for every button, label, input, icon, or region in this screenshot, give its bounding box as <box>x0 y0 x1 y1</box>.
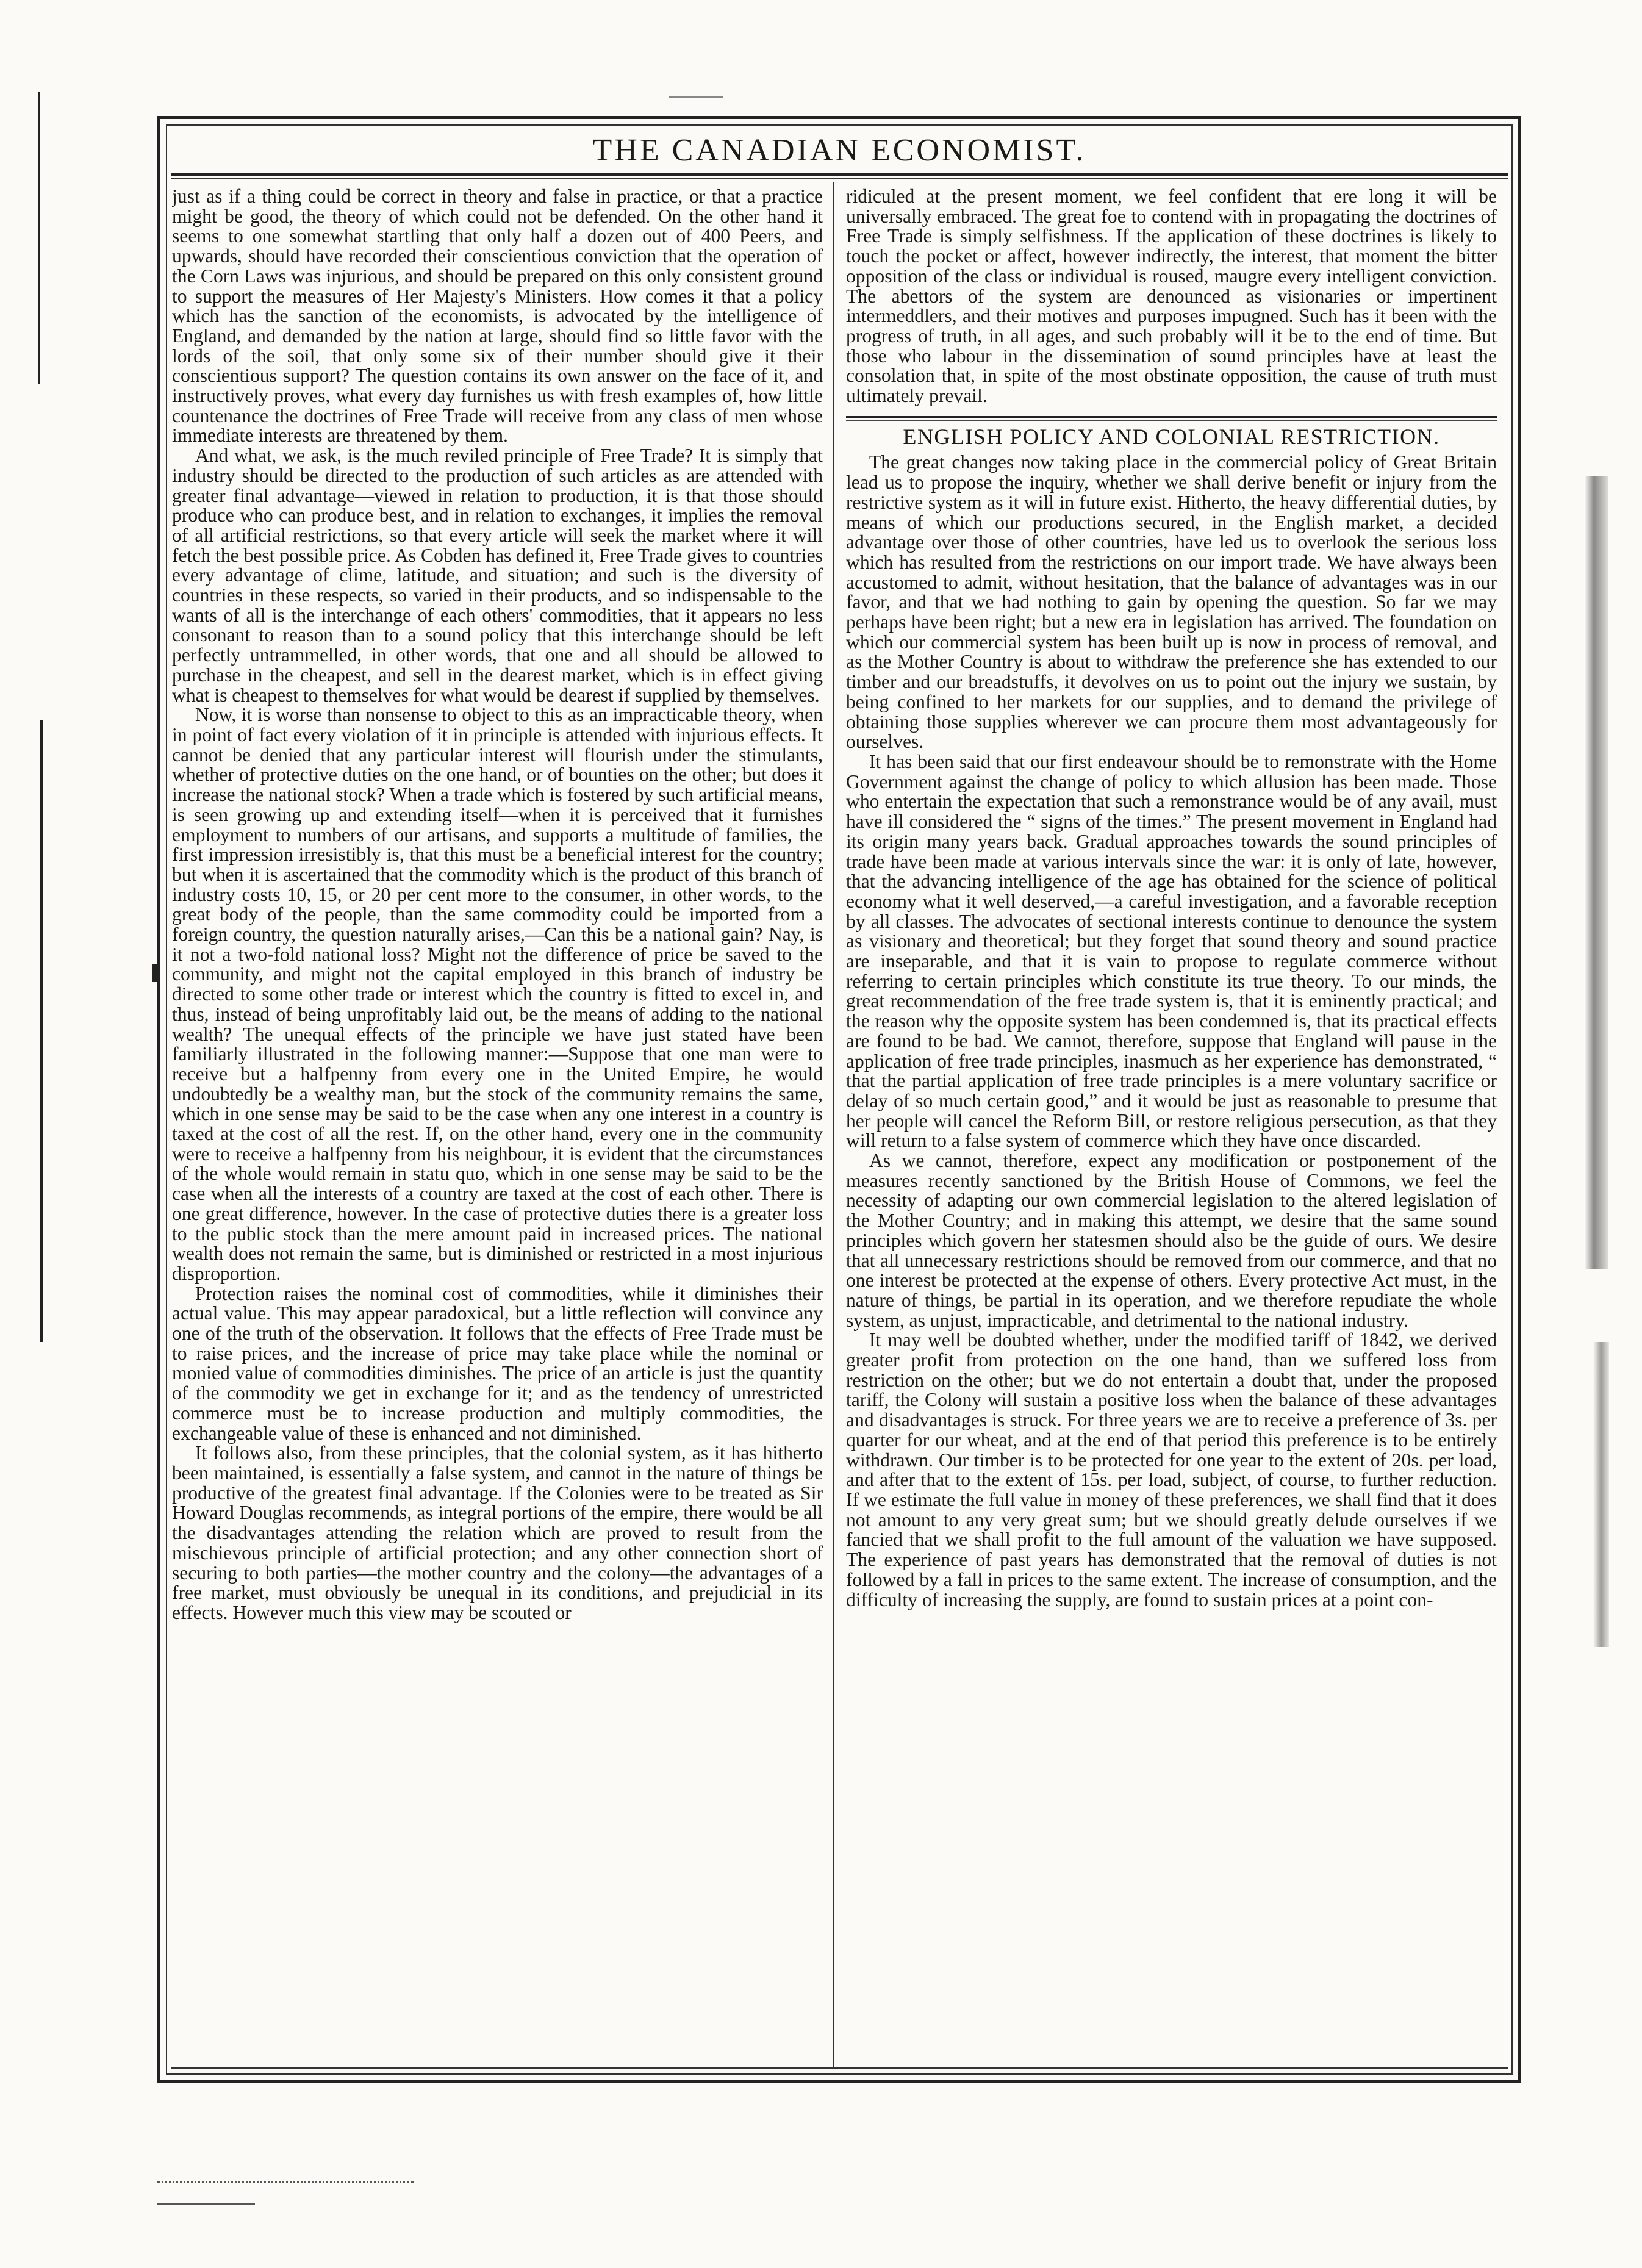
article-paragraph: It has been said that our first endeavour should be to remonstrate with the Home Government against the change of policy to which allusion has been made. Those who entertain the expectation that such a remonstrance would be of any avail, must have ill considered the “ signs of the times.” The present movement in England had its origin many years back. Gradual approaches towards the sound principles of trade have been made at various intervals since the war: it is only of late, however, that the advancing intelligence of the age has obtained for the science of political economy what it well deserved,—a careful investigation, and a favorable reception by all classes. The advocates of sectional interests continue to denounce the system as visionary and theoretical; but they forget that sound theory and sound practice are inseparable, and that it is vain to propose to regulate commerce without referring to certain principles which constitute its true theory. To our minds, the great recommendation of the free trade system is, that it is eminently practical; and the reason why the opposite system has been condemned is, that its practical effects are found to be bad. We cannot, therefore, suppose that England will pause in the application of free trade principles, inasmuch as her experience has demonstrated, “ that the partial application of free trade principles is a mere voluntary sacrifice or delay of so much certain good,” and it would be just as reasonable to presume that her people will cancel the Reform Bill, or restore religious persecution, as that they will return to a false system of commerce which they have once discarded. <box>846 750 1497 1152</box>
scan-edge-shadow <box>1585 476 1608 1269</box>
section-rule <box>846 416 1497 418</box>
masthead <box>171 126 1508 174</box>
scan-edge-shadow <box>1593 1342 1609 1647</box>
section-heading: ENGLISH POLICY AND COLONIAL RESTRICTION. <box>903 424 1440 449</box>
article-paragraph: Now, it is worse than nonsense to object to this as an impracticable theory, when in point of fact every violation of it in principle is attended with injurious effects. It cannot be denied that any particular interest will flourish under the stimulants, whether of protective duties on the one hand, or of bounties on the other; but does it increase the national stock? When a trade which is fostered by such artificial means, is seen growing up and extending itself—when it is perceived that it furnishes employment to numbers of our artisans, and supports a multitude of families, the first impression irresistibly is, that this must be a beneficial interest for the country; but when it is ascertained that the commodity which is the product of this branch of industry costs 10, 15, or 20 per cent more to the consumer, in other words, to the great body of the people, than the same commodity could be imported from a foreign country, the question naturally arises,—Can this be a national gain? Nay, is it not a two-fold national loss? Might not the difference of price be saved to the community, and might not the capital employed in this branch of industry be directed to some other trade or interest which the country is fitted to excel in, and thus, instead of being unprofitably laid out, be the means of adding to the national wealth? The unequal effects of the principle we have just stated have been familiarly illustrated in the following manner:—Suppose that one man were to receive but a halfpenny from every one in the United Empire, he would undoubtedly be a wealthy man, but the stock of the community remains the same, which in one sense may be said to be the case when any one interest in a country is taxed at the cost of all the rest. If, on the other hand, every one in the community were to receive a halfpenny from his neighbour, it is evident that the circumstances of the whole would remain in statu quo, which in one sense may be said to be the case when all the interests of a country are taxed at the cost of each other. There is one great difference, however. In the case of protective duties there is a greater loss to the public stock than the mere amount paid in increased prices. The national wealth does not remain the same, but is diminished or restricted in a most injurious disproportion. <box>172 704 823 1284</box>
scan-bleed-mark <box>152 964 157 982</box>
article-paragraph: It follows also, from these principles, that the colonial system, as it has hitherto been maintained, is essentially a false system, and cannot in the nature of things be productive of the greatest final advantage. If the Colonies were to be treated as Sir Howard Douglas recommends, as integral portions of the empire, there would be all the disadvantages attending the relation which are proved to result from the mischievous principle of artificial protection; and any other connection short of securing to both parties—the mother country and the colony—the advantages of a free market, must obviously be unequal in its conditions, and prejudicial in its effects. However much this view may be scouted or <box>172 1442 823 1623</box>
scan-artifact <box>157 2181 414 2194</box>
scan-bleed-mark <box>40 720 43 1342</box>
column-divider <box>833 182 834 2067</box>
masthead-rule <box>171 173 1508 176</box>
scan-artifact <box>157 2203 255 2205</box>
article-paragraph: Protection raises the nominal cost of commodities, while it diminishes their actual value. This may appear paradoxical, but a little reflection will convince any one of the truth of the observation. It follows that the effects of Free Trade must be to raise prices, and the increase of price may take place while the nominal or monied value of commodities diminishes. The price of an article is just the quantity of the commodity we get in exchange for it; and as the tendency of unrestricted commerce must be to increase production and multiply commodities, the exchangeable value of these is enhanced and not diminished. <box>172 1282 823 1444</box>
section-rule-thin <box>846 420 1497 421</box>
article-paragraph: As we cannot, therefore, expect any modification or postponement of the measures recently sanctioned by the British House of Commons, we feel the necessity of adapting our own commercial legislation to the altered legislation of the Mother Country; and in making this attempt, we desire that the same sound principles which govern her statesmen should also be the guide of ours. We desire that all unnecessary restrictions should be removed from our commerce, and that no one interest be protected at the expense of others. Every protective Act must, in the nature of things, be partial in its operation, and we therefore repudiate the whole system, as unjust, impracticable, and detrimental to the national industry. <box>846 1150 1497 1331</box>
article-paragraph: The great changes now taking place in the commercial policy of Great Britain lead us to propose the inquiry, whether we shall derive benefit or injury from the restrictive system as it will in future exist. Hitherto, the heavy differential duties, by means of which our productions secured, in the English market, a decided advantage over those of other countries, have led us to overlook the serious loss which has resulted from the restrictions on our import trade. We have always been accustomed to admit, without hesitation, that the balance of advantages was in our favor, and that we had nothing to gain by opening the question. So far we may perhaps have been right; but a new era in legislation has arrived. The foundation on which our commercial system has been built up is now in process of removal, and as the Mother Country is about to withdraw the preference she has extended to our timber and our breadstuffs, it devolves on us to point out the injury we sustain, by being confined to her markets for our supplies, and to demand the privilege of obtaining those supplies wherever we can procure them most advantageously for ourselves. <box>846 451 1497 753</box>
scan-bleed-mark <box>669 96 723 98</box>
article-paragraph: just as if a thing could be correct in theory and false in practice, or that a practice might be good, the theory of which could not be defended. On the other hand it seems to one somewhat startling that only half a dozen out of 400 Peers, and upwards, should have recorded their conscientious conviction that the operation of the Corn Laws was injurious, and should be prepared on this only consistent ground to support the measures of Her Majesty's Ministers. How comes it that a policy which has the sanction of the economists, is advocated by the intelligence of England, and demanded by the nation at large, should find so little favor with the lords of the soil, that only some six of their number should give it their conscientious support? The question contains its own answer on the face of it, and instructively proves, what every day furnishes us with fresh examples of, how little countenance the doctrines of Free Trade will receive from any class of men whose immediate interests are threatened by them. <box>172 187 823 447</box>
masthead-rule-thin <box>171 178 1508 179</box>
article-paragraph: And what, we ask, is the much reviled principle of Free Trade? It is simply that industry should be directed to the production of such articles as are attended with greater final advantage—viewed in relation to production, it is that those should produce who can produce best, and in relation to exchanges, it implies the removal of all artificial restrictions, so that every article will seek the market where it will fetch the best possible price. As Cobden has defined it, Free Trade gives to countries every advantage of clime, latitude, and situation; and such is the diversity of countries in these respects, so varied in their products, and so indispensable to the wants of all is the interchange of each others' commodities, that it appears no less consonant to reason than to a sound policy that this interchange should be left perfectly untrammelled, in other words, that one and all should be allowed to purchase in the cheapest, and sell in the dearest market, which is in effect giving what is cheapest to themselves for what would be dearest if supplied by themselves. <box>172 445 823 706</box>
bottom-rule <box>171 2067 1508 2069</box>
left-column <box>172 187 823 2065</box>
article-paragraph: ridiculed at the present moment, we feel confident that ere long it will be universally embraced. The great foe to contend with in propagating the doctrines of Free Trade is simply selfishness. If the application of these doctrines is likely to touch the pocket or affect, however indirectly, the interest, that moment the bitter opposition of the class or individual is roused, maugre every intelligent conviction. The abettors of the system are denounced as visionaries or impertinent intermeddlers, and their motives and purposes impugned. Such has it been with the progress of truth, in all ages, and such probably will it be to the end of time. But those who labour in the dissemination of sound principles have at least the consolation that, in spite of the most obstinate opposition, the cause of truth must ultimately prevail. <box>846 187 1497 407</box>
masthead-title: THE CANADIAN ECONOMIST. <box>592 132 1086 168</box>
scan-bleed-mark <box>38 92 40 384</box>
right-column <box>846 187 1497 2065</box>
article-paragraph: It may well be doubted whether, under the modified tariff of 1842, we derived greater profit from protection on the one hand, than we suffered loss from restriction on the other; but we do not entertain a doubt that, under the proposed tariff, the Colony will sustain a positive loss when the balance of these advantages and disadvantages is struck. For three years we are to receive a preference of 3s. per quarter for our wheat, and at the end of that period this preference is to be entirely withdrawn. Our timber is to be protected for one year to the extent of 20s. per load, and after that to the extent of 15s. per load, subject, of course, to further reduction. If we estimate the full value in money of these preferences, we shall find that it does not amount to any very great sum; but we should greatly delude ourselves if we fancied that we shall profit to the full amount of the valuation we have supposed. The experience of past years has demonstrated that the removal of duties is not followed by a fall in prices to the same extent. The increase of consumption, and the difficulty of increasing the supply, are found to sustain prices at a point con- <box>846 1329 1497 1610</box>
